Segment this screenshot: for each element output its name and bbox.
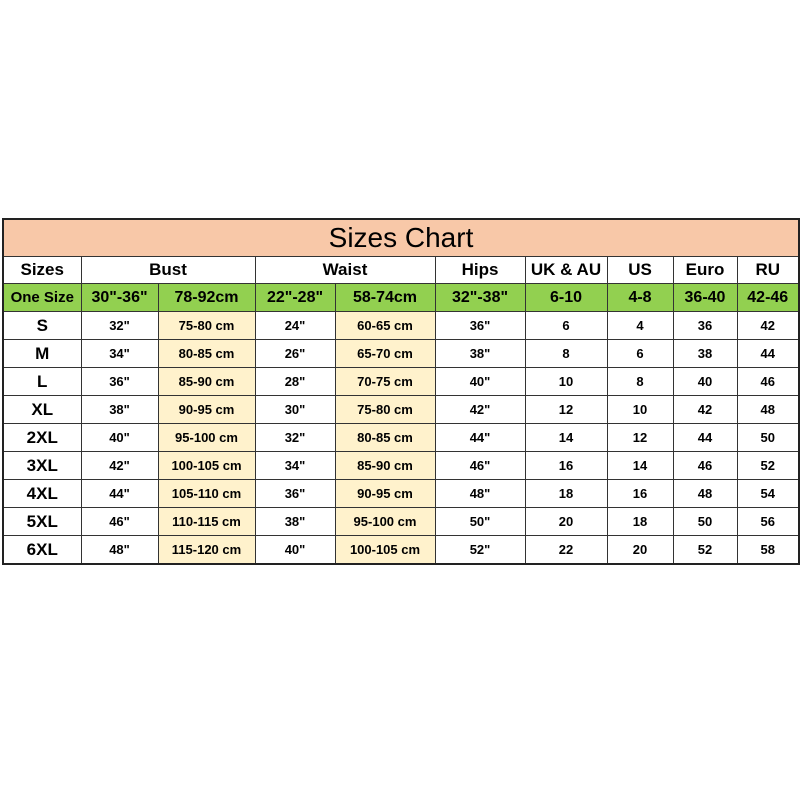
waist-cm-cell: 75-80 cm (335, 396, 435, 424)
euro-cell: 38 (673, 340, 737, 368)
one-size-row (3, 284, 799, 312)
hips-cell: 36" (435, 312, 525, 340)
header-uk-au: UK & AU (525, 257, 607, 284)
waist-cm-cell: 95-100 cm (335, 508, 435, 536)
table-row (3, 536, 799, 565)
table-row (3, 452, 799, 480)
euro-cell: 36 (673, 312, 737, 340)
uk-au-cell: 6 (525, 312, 607, 340)
one-size-uk-au: 6-10 (525, 284, 607, 312)
bust-cm-cell: 100-105 cm (158, 452, 255, 480)
table-row (3, 396, 799, 424)
size-cell: 3XL (3, 452, 81, 480)
one-size-bust-in: 30"-36" (81, 284, 158, 312)
one-size-label: One Size (3, 284, 81, 312)
waist-in-cell: 26" (255, 340, 335, 368)
bust-cm-cell: 75-80 cm (158, 312, 255, 340)
hips-cell: 46" (435, 452, 525, 480)
table-row (3, 312, 799, 340)
waist-cm-cell: 85-90 cm (335, 452, 435, 480)
us-cell: 16 (607, 480, 673, 508)
hips-cell: 50" (435, 508, 525, 536)
bust-in-cell: 48" (81, 536, 158, 565)
size-cell: 2XL (3, 424, 81, 452)
waist-cm-cell: 90-95 cm (335, 480, 435, 508)
euro-cell: 46 (673, 452, 737, 480)
ru-cell: 44 (737, 340, 799, 368)
one-size-ru: 42-46 (737, 284, 799, 312)
size-cell: M (3, 340, 81, 368)
us-cell: 6 (607, 340, 673, 368)
header-waist: Waist (255, 257, 435, 284)
bust-in-cell: 42" (81, 452, 158, 480)
us-cell: 20 (607, 536, 673, 565)
euro-cell: 50 (673, 508, 737, 536)
waist-cm-cell: 70-75 cm (335, 368, 435, 396)
header-us: US (607, 257, 673, 284)
header-row (3, 257, 799, 284)
bust-cm-cell: 90-95 cm (158, 396, 255, 424)
bust-in-cell: 34" (81, 340, 158, 368)
ru-cell: 48 (737, 396, 799, 424)
uk-au-cell: 14 (525, 424, 607, 452)
one-size-us: 4-8 (607, 284, 673, 312)
bust-in-cell: 32" (81, 312, 158, 340)
euro-cell: 40 (673, 368, 737, 396)
waist-cm-cell: 65-70 cm (335, 340, 435, 368)
size-cell: L (3, 368, 81, 396)
size-cell: XL (3, 396, 81, 424)
us-cell: 14 (607, 452, 673, 480)
size-cell: S (3, 312, 81, 340)
ru-cell: 52 (737, 452, 799, 480)
euro-cell: 44 (673, 424, 737, 452)
waist-in-cell: 30" (255, 396, 335, 424)
uk-au-cell: 12 (525, 396, 607, 424)
waist-in-cell: 36" (255, 480, 335, 508)
bust-cm-cell: 105-110 cm (158, 480, 255, 508)
us-cell: 12 (607, 424, 673, 452)
table-row (3, 480, 799, 508)
bust-in-cell: 38" (81, 396, 158, 424)
header-sizes: Sizes (3, 257, 81, 284)
hips-cell: 40" (435, 368, 525, 396)
uk-au-cell: 20 (525, 508, 607, 536)
bust-cm-cell: 110-115 cm (158, 508, 255, 536)
hips-cell: 42" (435, 396, 525, 424)
uk-au-cell: 10 (525, 368, 607, 396)
bust-in-cell: 36" (81, 368, 158, 396)
size-chart-table (2, 218, 800, 565)
one-size-waist-cm: 58-74cm (335, 284, 435, 312)
title-row (3, 219, 799, 257)
waist-in-cell: 24" (255, 312, 335, 340)
bust-in-cell: 46" (81, 508, 158, 536)
size-cell: 5XL (3, 508, 81, 536)
us-cell: 10 (607, 396, 673, 424)
hips-cell: 52" (435, 536, 525, 565)
table-row (3, 340, 799, 368)
waist-in-cell: 34" (255, 452, 335, 480)
ru-cell: 54 (737, 480, 799, 508)
ru-cell: 58 (737, 536, 799, 565)
hips-cell: 44" (435, 424, 525, 452)
header-ru: RU (737, 257, 799, 284)
bust-cm-cell: 80-85 cm (158, 340, 255, 368)
bust-cm-cell: 85-90 cm (158, 368, 255, 396)
bust-in-cell: 44" (81, 480, 158, 508)
table-row (3, 508, 799, 536)
header-bust: Bust (81, 257, 255, 284)
us-cell: 18 (607, 508, 673, 536)
one-size-bust-cm: 78-92cm (158, 284, 255, 312)
euro-cell: 48 (673, 480, 737, 508)
bust-in-cell: 40" (81, 424, 158, 452)
uk-au-cell: 8 (525, 340, 607, 368)
waist-in-cell: 40" (255, 536, 335, 565)
waist-cm-cell: 60-65 cm (335, 312, 435, 340)
ru-cell: 42 (737, 312, 799, 340)
one-size-euro: 36-40 (673, 284, 737, 312)
table-row (3, 424, 799, 452)
table-row (3, 368, 799, 396)
euro-cell: 52 (673, 536, 737, 565)
header-hips: Hips (435, 257, 525, 284)
ru-cell: 56 (737, 508, 799, 536)
ru-cell: 46 (737, 368, 799, 396)
us-cell: 4 (607, 312, 673, 340)
euro-cell: 42 (673, 396, 737, 424)
one-size-waist-in: 22"-28" (255, 284, 335, 312)
size-cell: 6XL (3, 536, 81, 565)
waist-in-cell: 38" (255, 508, 335, 536)
bust-cm-cell: 95-100 cm (158, 424, 255, 452)
uk-au-cell: 18 (525, 480, 607, 508)
bust-cm-cell: 115-120 cm (158, 536, 255, 565)
hips-cell: 38" (435, 340, 525, 368)
one-size-hips: 32"-38" (435, 284, 525, 312)
hips-cell: 48" (435, 480, 525, 508)
header-euro: Euro (673, 257, 737, 284)
uk-au-cell: 16 (525, 452, 607, 480)
ru-cell: 50 (737, 424, 799, 452)
waist-in-cell: 32" (255, 424, 335, 452)
chart-title: Sizes Chart (3, 219, 799, 257)
waist-cm-cell: 80-85 cm (335, 424, 435, 452)
us-cell: 8 (607, 368, 673, 396)
waist-cm-cell: 100-105 cm (335, 536, 435, 565)
waist-in-cell: 28" (255, 368, 335, 396)
size-cell: 4XL (3, 480, 81, 508)
uk-au-cell: 22 (525, 536, 607, 565)
